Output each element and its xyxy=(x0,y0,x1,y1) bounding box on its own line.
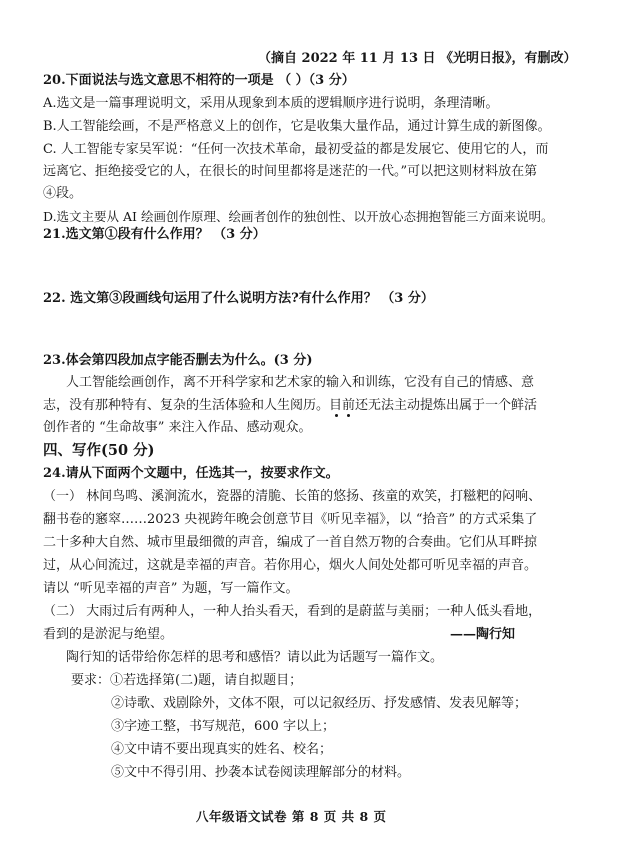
question-23-passage-line2 xyxy=(43,397,537,414)
topic2-line3: 陶行知的话带给你怎样的思考和感悟？请以此为话题写一篇作文。 xyxy=(66,650,444,665)
topic1-line1: （一） 林间鸟鸣、溪涧流水，瓷器的清脆、长笛的悠扬、孩童的欢笑，打糍粑的闷响、 xyxy=(43,489,542,504)
passage-line2-part1: 志，没有那种特有、复杂的生活体验和人生阅历。 xyxy=(43,398,330,413)
topic2-line2: 看到的是淤泥与绝望。 xyxy=(43,627,174,642)
topic1-line4: 过，从心间流过，这就是幸福的声音。若你用心，烟火人间处处都可听见幸福的声音。 xyxy=(43,558,538,573)
question-22-stem: 22. 选文第③段画线句运用了什么说明方法?有什么作用？ （3 分） xyxy=(43,291,434,306)
requirements-1: 要求：①若选择第(二)题，请自拟题目； xyxy=(71,673,303,688)
requirements-5: ⑤文中不得引用、抄袭本试卷阅读理解部分的材料。 xyxy=(111,765,411,780)
question-20-option-c-line1: C. 人工智能专家吴军说：“任何一次技术革命，最初受益的都是发展它、使用它的人，而 xyxy=(43,142,549,157)
source-note: （摘自 2022 年 11 月 13 日 《光明日报》，有删改） xyxy=(258,51,577,66)
dotted-word xyxy=(329,398,355,413)
requirements-4: ④文中请不要出现真实的姓名、校名； xyxy=(111,742,333,757)
question-20-option-d: D.选文主要从 AI 绘画创作原理、绘画者创作的独创性、以开放心态拥抱智能三方面来说明。 xyxy=(43,209,554,224)
question-24-stem: 24.请从下面两个文题中，任选其一，按要求作文。 xyxy=(43,466,339,481)
passage-line2-part2: 还无法主动提炼出属于一个鲜活 xyxy=(355,398,538,413)
page-footer: 八年级语文试卷 第 8 页 共 8 页 xyxy=(196,809,387,824)
requirements-2: ②诗歌、戏剧除外，文体不限，可以记叙经历、抒发感情、发表见解等； xyxy=(111,696,528,711)
topic2-attribution: ——陶行知 xyxy=(450,627,516,642)
question-20-option-a: A.选文是一篇事理说明文，采用从现象到本质的逻辑顺序进行说明，条理清晰。 xyxy=(43,96,499,111)
section-4-heading: 四、写作(50 分) xyxy=(43,442,155,459)
requirements-3: ③字迹工整，书写规范，600 字以上； xyxy=(111,719,335,734)
topic1-line2: 翻书卷的窸窣……2023 央视跨年晚会创意节目《听见幸福》，以 “拾音” 的方式采集了 xyxy=(43,512,538,527)
question-21-stem: 21.选文第①段有什么作用？ （3 分） xyxy=(43,227,266,242)
question-23-passage-line3: 创作者的 “生命故事” 来注入作品、感动观众。 xyxy=(43,420,312,435)
emphasis-dot xyxy=(335,414,338,417)
topic1-line5: 请以 “听见幸福的声音” 为题，写一篇作文。 xyxy=(43,581,299,596)
dotted-word-text: 目前 xyxy=(329,398,356,413)
question-20-stem: 20.下面说法与选文意思不相符的一项是 （ ）（3 分） xyxy=(43,73,355,88)
question-20-option-c-line2: 远离它、拒绝接受它的人，在很长的时间里都将是迷茫的一代。”可以把这则材料放在第 xyxy=(43,164,538,179)
question-23-stem: 23.体会第四段加点字能否删去为什么。(3 分) xyxy=(43,353,313,368)
question-20-option-c-line3: ④段。 xyxy=(43,186,83,201)
question-23-passage-line1: 人工智能绘画创作，离不开科学家和艺术家的输入和训练，它没有自己的情感、意 xyxy=(66,375,535,390)
topic2-line1: （二） 大雨过后有两种人，一种人抬头看天，看到的是蔚蓝与美丽；一种人低头看地， xyxy=(43,604,542,619)
emphasis-dot xyxy=(347,414,350,417)
question-20-option-b: B.人工智能绘画，不是严格意义上的创作，它是收集大量作品，通过计算生成的新图像。 xyxy=(43,119,551,134)
topic1-line3: 二十多种大自然、城市里最细微的声音，编成了一首自然万物的合奏曲。它们从耳畔掠 xyxy=(43,535,538,550)
